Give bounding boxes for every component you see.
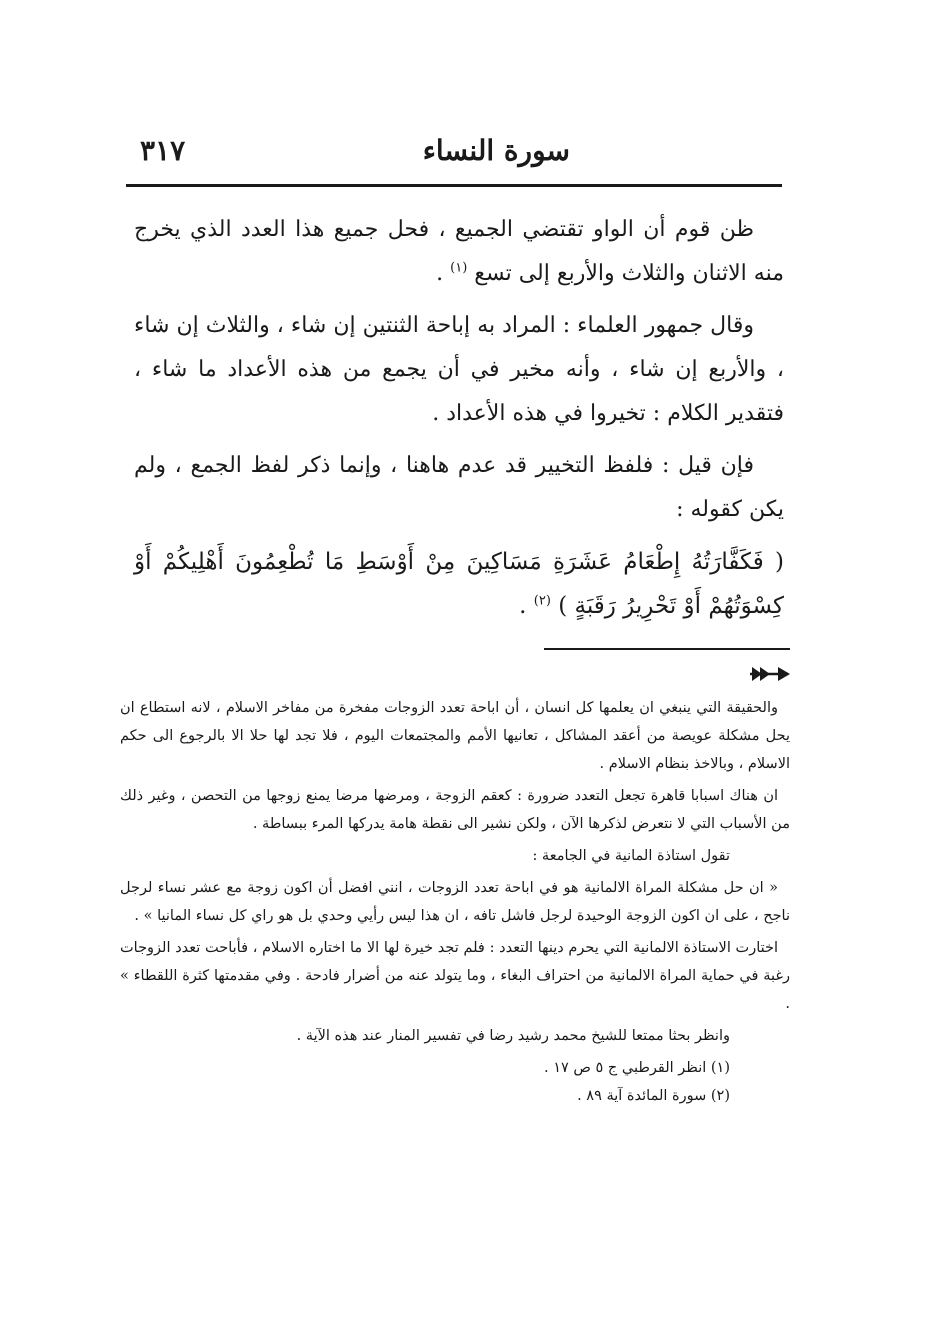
footnote-ref-1: (١) — [450, 260, 468, 276]
footnote-ref-2: (٢) — [533, 593, 551, 609]
footnotes-section — [120, 694, 790, 1110]
page-header — [140, 128, 780, 172]
quran-verse: ( فَكَفَّارَتُهُ إِطْعَامُ عَشَرَةِ مَسَاكِينَ مِنْ أَوْسَطِ مَا تُطْعِمُونَ أَهْلِيكُمْ أَوْ كِسْوَتُهُمْ أَوْ تَحْرِيرُ رَقَبَةٍ ) $^{(٢)}$ . — [134, 549, 784, 619]
body-paragraph: وقال جمهور العلماء : المراد به إباحة الثنتين إن شاء ، والثلاث إن شاء ، والأربع إن شاء ، وأنه مخير في أن يجمع من هذه الأعداد ما شاء ، فتقدير الكلام : تخيروا في هذه الأعداد . — [134, 313, 784, 426]
see-also-note: وانظر بحثا ممتعا للشيخ محمد رشيد رضا في تفسير المنار عند هذه الآية . — [296, 1028, 730, 1044]
reference-item: (١) انظر القرطبي ج ٥ ص ١٧ . — [543, 1060, 730, 1076]
page-number: ٣١٧ — [140, 133, 186, 167]
body-paragraph: ظن قوم أن الواو تقتضي الجميع ، فحل جميع هذا العدد الذي يخرج منه الاثنان والثلاث والأربع إلى تسع $^{(١)}$ . — [134, 217, 784, 286]
arrow-right-icon — [748, 662, 792, 686]
references-list — [120, 1054, 790, 1110]
surah-title: سورة النساء — [422, 133, 570, 167]
quote-text: « ان حل مشكلة المراة الالمانية هو في اباحة تعدد الزوجات ، انني افضل أن اكون زوجة مع عشر نساء لرجل ناجح ، على ان اكون الزوجة الوحيدة لرجل فاشل تافه ، ان هذا ليس رأيي وحدي بل هو راي كل نساء المانيا » . — [120, 880, 790, 924]
footnote-divider — [544, 648, 790, 650]
note-paragraph: اختارت الاستاذة الالمانية التي يحرم دينها التعدد : فلم تجد خيرة لها الا ما اختاره الاسلام ، فأباحت تعدد الزوجات رغبة في حماية المراة الالمانية من احتراف البغاء ، وما يتولد عنه من أضرار فادحة . وفي مقدمتها كثرة اللقطاء » . — [120, 940, 790, 1012]
main-text — [134, 208, 784, 628]
header-divider — [126, 184, 782, 187]
note-paragraph: ان هناك اسبابا قاهرة تجعل التعدد ضرورة : كعقم الزوجة ، ومرضها مرضا يمنع زوجها من التحصن ، وغير ذلك من الأسباب التي لا نتعرض لذكرها الآن ، ولكن نشير الى نقطة هامة يدركها المرء ببساطة . — [120, 788, 790, 832]
note-paragraph: والحقيقة التي ينبغي ان يعلمها كل انسان ، أن اباحة تعدد الزوجات مفخرة من مفاخر الاسلام ، لانه استطاع ان يحل مشكلة عويصة من أعقد المشاكل ، تعانيها الأمم والمجتمعات اليوم ، فلا تجد لها حلا الا بالرجوع الى حكم الاسلام ، وبالاخذ بنظام الاسلام . — [120, 700, 790, 772]
reference-item: (٢) سورة المائدة آية ٨٩ . — [577, 1088, 730, 1104]
body-paragraph: فإن قيل : فلفظ التخيير قد عدم هاهنا ، وإنما ذكر لفظ الجمع ، ولم يكن كقوله : — [134, 453, 784, 522]
quote-intro: تقول استاذة المانية في الجامعة : — [532, 848, 730, 864]
